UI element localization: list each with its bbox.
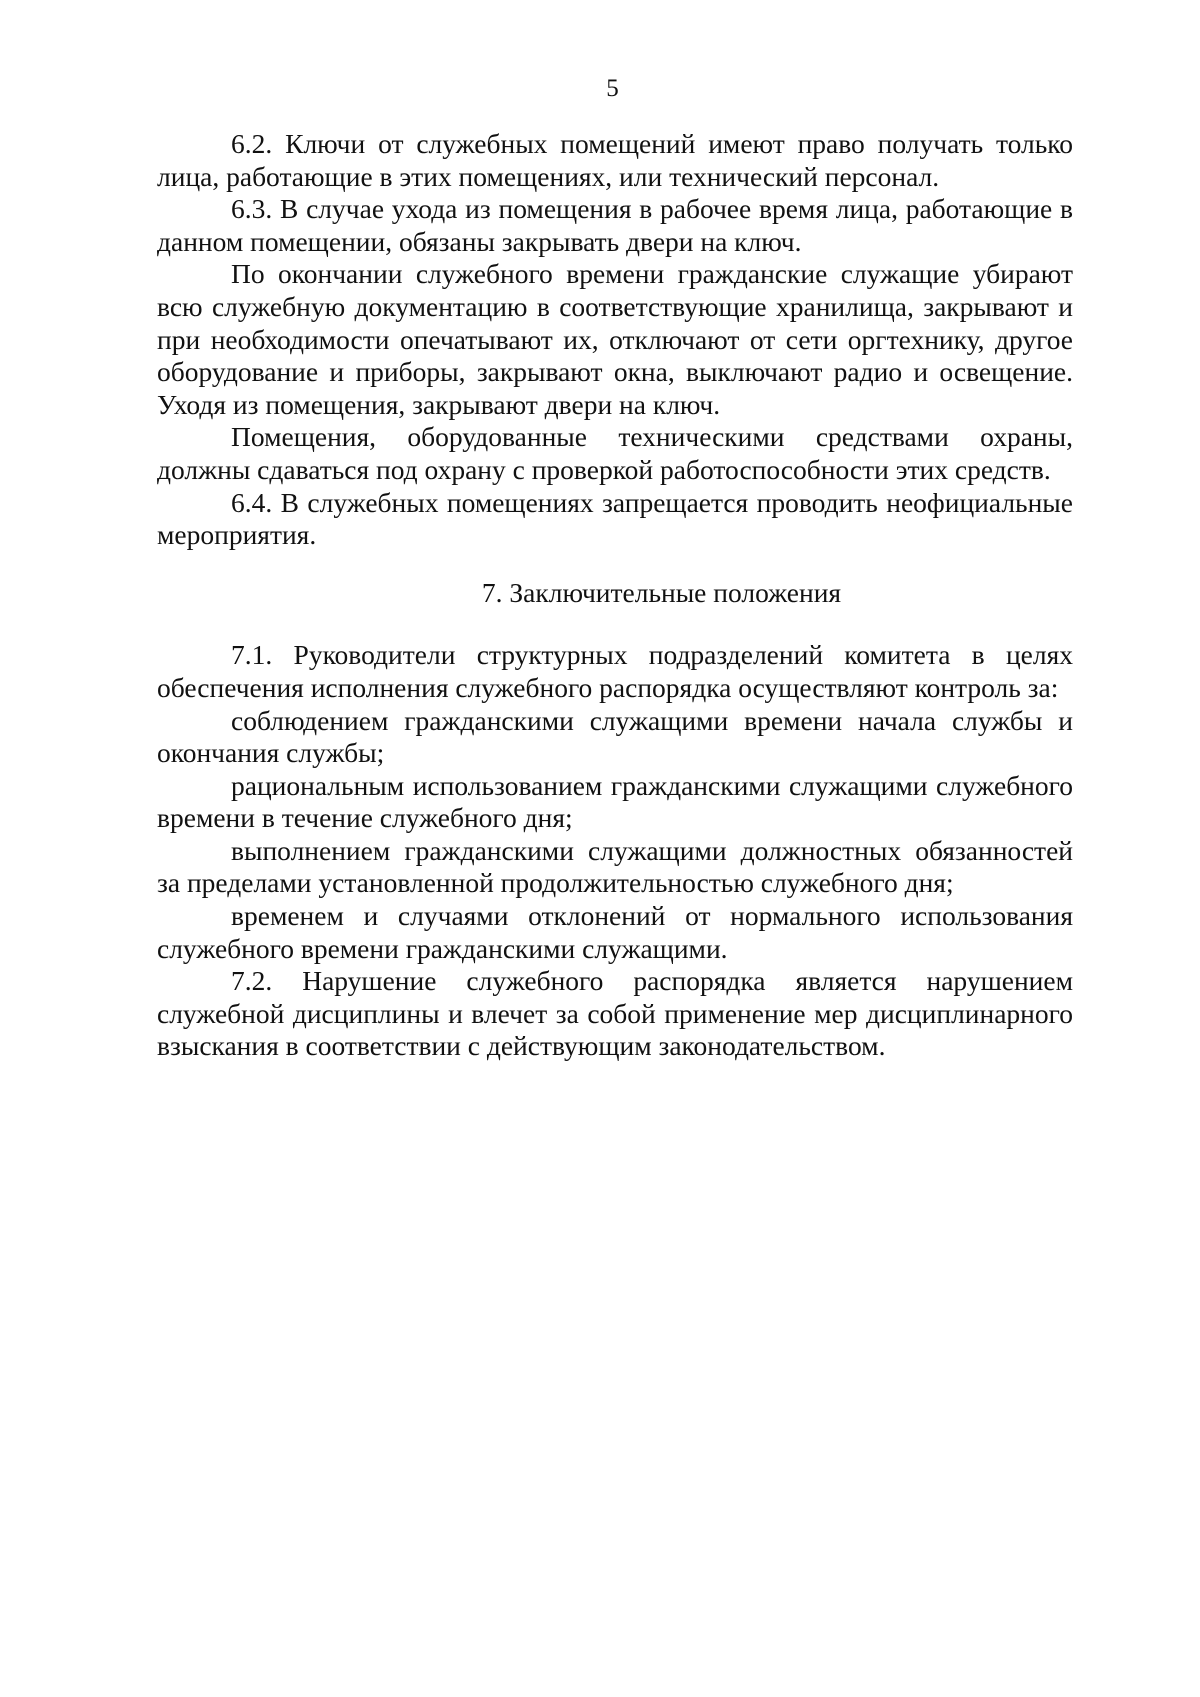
paragraph-control-start-end: соблюдением гражданскими служащими времени начала службы и окончания службы; bbox=[157, 704, 1073, 769]
paragraph-control-deviations: временем и случаями отклонений от нормального использования служебного времени гражданскими служащими. bbox=[157, 900, 1073, 964]
paragraph-closing-procedure: По окончании служебного времени гражданские служащие убирают всю служебную документацию в соответствующие хранилища, закрывают и при необходимости опечатывают их, отключают от сети оргтехнику, другое оборудование и приборы, закрывают окна, выключают радио и освещение. Уходя из помещения, закрывают двери на ключ. bbox=[157, 258, 1073, 420]
paragraph-security-premises: Помещения, оборудованные техническими средствами охраны, должны сдаваться под охрану с проверкой работоспособности этих средств. bbox=[157, 421, 1073, 485]
paragraph-6-4: 6.4. В служебных помещениях запрещается проводить неофициальные мероприятия. bbox=[157, 486, 1073, 551]
paragraph-7-2: 7.2. Нарушение служебного распорядка является нарушением служебной дисциплины и влечет за собой применение мер дисциплинарного взыскания в соответствии с действующим законодательством. bbox=[157, 965, 1073, 1062]
paragraph-6-2: 6.2. Ключи от служебных помещений имеют право получать только лица, работающие в этих помещениях, или технический персонал. bbox=[157, 128, 1073, 192]
paragraph-7-1: 7.1. Руководители структурных подразделений комитета в целях обеспечения исполнения служебного распорядка осуществляют контроль за: bbox=[157, 639, 1073, 703]
paragraph-control-duties: выполнением гражданскими служащими должностных обязанностей за пределами установленной продолжительностью служебного дня; bbox=[157, 834, 1073, 899]
paragraph-control-rational-use: рациональным использованием гражданскими служащими служебного времени в течение служебного дня; bbox=[157, 769, 1073, 834]
section-7-heading: 7. Заключительные положения bbox=[481, 576, 842, 608]
document-body bbox=[157, 128, 1073, 1063]
paragraph-6-3: 6.3. В случае ухода из помещения в рабочее время лица, работающие в данном помещении, обязаны закрывать двери на ключ. bbox=[157, 193, 1073, 257]
page-number: 5 bbox=[606, 75, 619, 102]
